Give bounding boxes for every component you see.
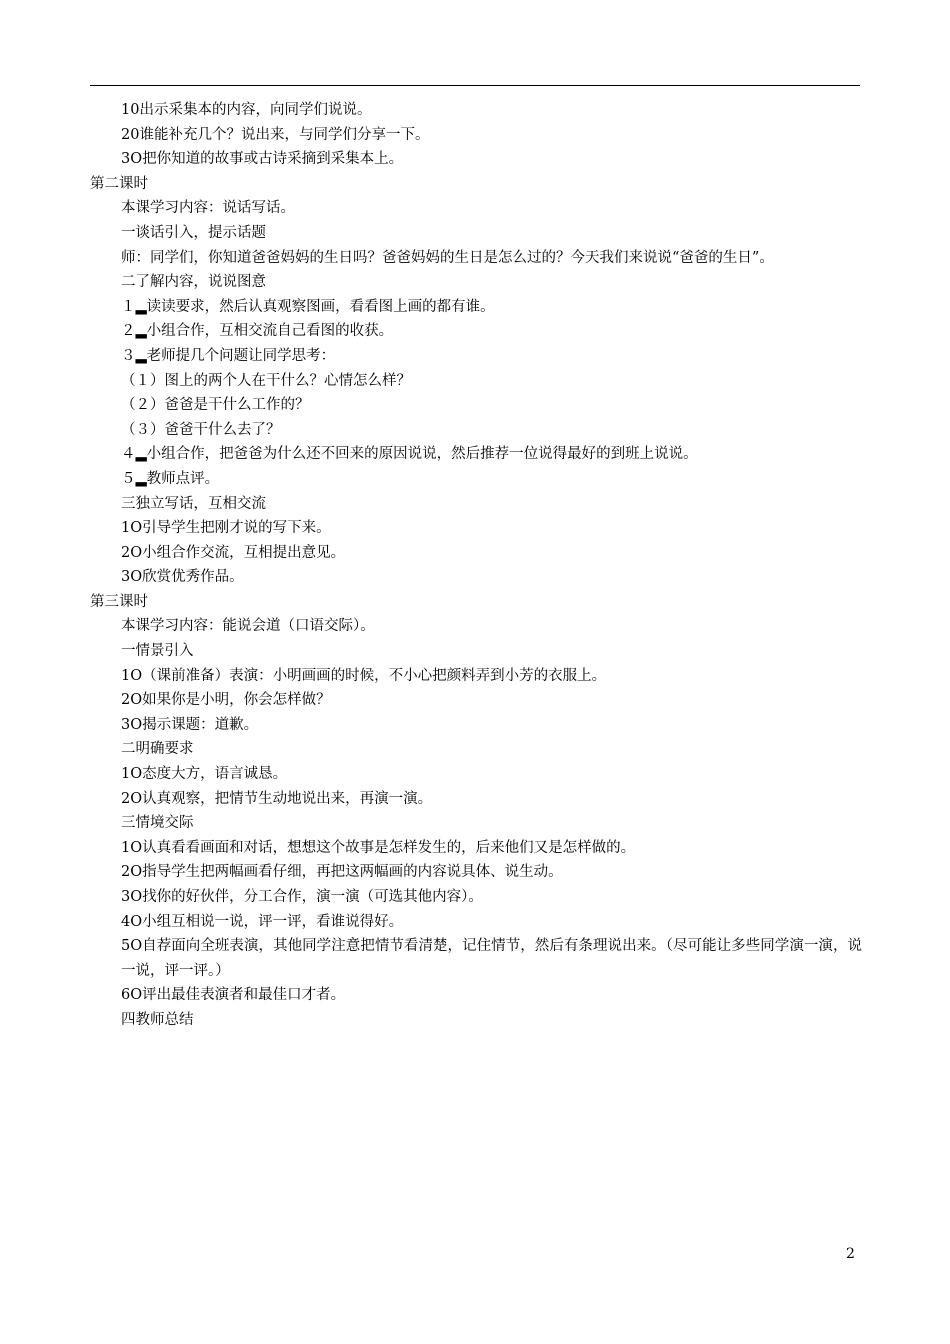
paragraph-line: ３▂老师提几个问题让同学思考： — [121, 347, 336, 364]
header-rule — [90, 85, 860, 86]
paragraph-line: 4O小组互相说一说，评一评，看谁说得好。 — [121, 913, 404, 930]
paragraph-line: 3O找你的好伙伴，分工合作，演一演（可选其他内容）。 — [121, 889, 483, 905]
paragraph-line: ５▂教师点评。 — [121, 470, 220, 487]
paragraph-line: 三独立写话，互相交流 — [121, 495, 266, 512]
paragraph-line: 2O如果你是小明，你会怎样做？ — [121, 692, 331, 709]
paragraph-line: 3O把你知道的故事或古诗采摘到采集本上。 — [121, 151, 404, 168]
paragraph-line: 本课学习内容：说话写话。 — [121, 200, 295, 217]
paragraph-line: 20谁能补充几个？说出来，与同学们分享一下。 — [121, 126, 430, 143]
page-number: 2 — [846, 1246, 855, 1262]
paragraph-line: ２▂小组合作，互相交流自己看图的收获。 — [121, 323, 394, 340]
paragraph-line: 6O评出最佳表演者和最佳口才者。 — [121, 987, 346, 1004]
paragraph-line: 2O认真观察，把情节生动地说出来，再演一演。 — [121, 790, 433, 807]
paragraph-line: 2O指导学生把两幅画看仔细，再把这两幅画的内容说具体、说生动。 — [121, 864, 563, 881]
paragraph-line: 3O揭示课题：道歉。 — [121, 716, 259, 733]
paragraph-line: 1O引导学生把刚才说的写下来。 — [121, 520, 331, 537]
paragraph-line: 师：同学们，你知道爸爸妈妈的生日吗？爸爸妈妈的生日是怎么过的？今天我们来说说“爸爸的生日”。 — [121, 249, 774, 266]
paragraph-line: ４▂小组合作，把爸爸为什么还不回来的原因说说，然后推荐一位说得最好的到班上说说。 — [121, 446, 698, 463]
paragraph-line: 10出示采集本的内容，向同学们说说。 — [121, 102, 372, 118]
paragraph-line: 本课学习内容：能说会道（口语交际）。 — [121, 618, 375, 635]
document-body — [90, 98, 862, 1033]
paragraph-line: 二明确要求 — [121, 741, 194, 758]
paragraph-line: 1O态度大方，语言诚恳。 — [121, 766, 288, 783]
paragraph-line: （２）爸爸是干什么工作的？ — [121, 397, 310, 414]
paragraph-line: １▂读读要求，然后认真观察图画，看看图上画的都有谁。 — [121, 298, 495, 315]
paragraph-line: 1O（课前准备）表演：小明画画的时候，不小心把颜料弄到小芳的衣服上。 — [121, 667, 607, 684]
paragraph-line: 5O自荐面向全班表演，其他同学注意把情节看清楚，记住情节，然后有条理说出来。（尽可能让多些同学演一演，说一说，评一评。） — [121, 938, 862, 979]
paragraph-line: 1O认真看看画面和对话，想想这个故事是怎样发生的，后来他们又是怎样做的。 — [121, 839, 636, 856]
section-heading: 第三课时 — [90, 593, 148, 610]
section-heading: 第二课时 — [90, 175, 148, 192]
paragraph-line: （３）爸爸干什么去了？ — [121, 421, 281, 438]
paragraph-line: 3O欣赏优秀作品。 — [121, 569, 244, 586]
paragraph-line: 一情景引入 — [121, 643, 194, 660]
paragraph-line: 二了解内容，说说图意 — [121, 274, 266, 291]
paragraph-line: 四教师总结 — [121, 1011, 194, 1028]
paragraph-line: （１）图上的两个人在干什么？心情怎么样？ — [121, 372, 411, 389]
paragraph-line: 2O小组合作交流，互相提出意见。 — [121, 544, 346, 561]
paragraph-line: 三情境交际 — [121, 815, 194, 832]
paragraph-line: 一谈话引入，提示话题 — [121, 224, 266, 241]
